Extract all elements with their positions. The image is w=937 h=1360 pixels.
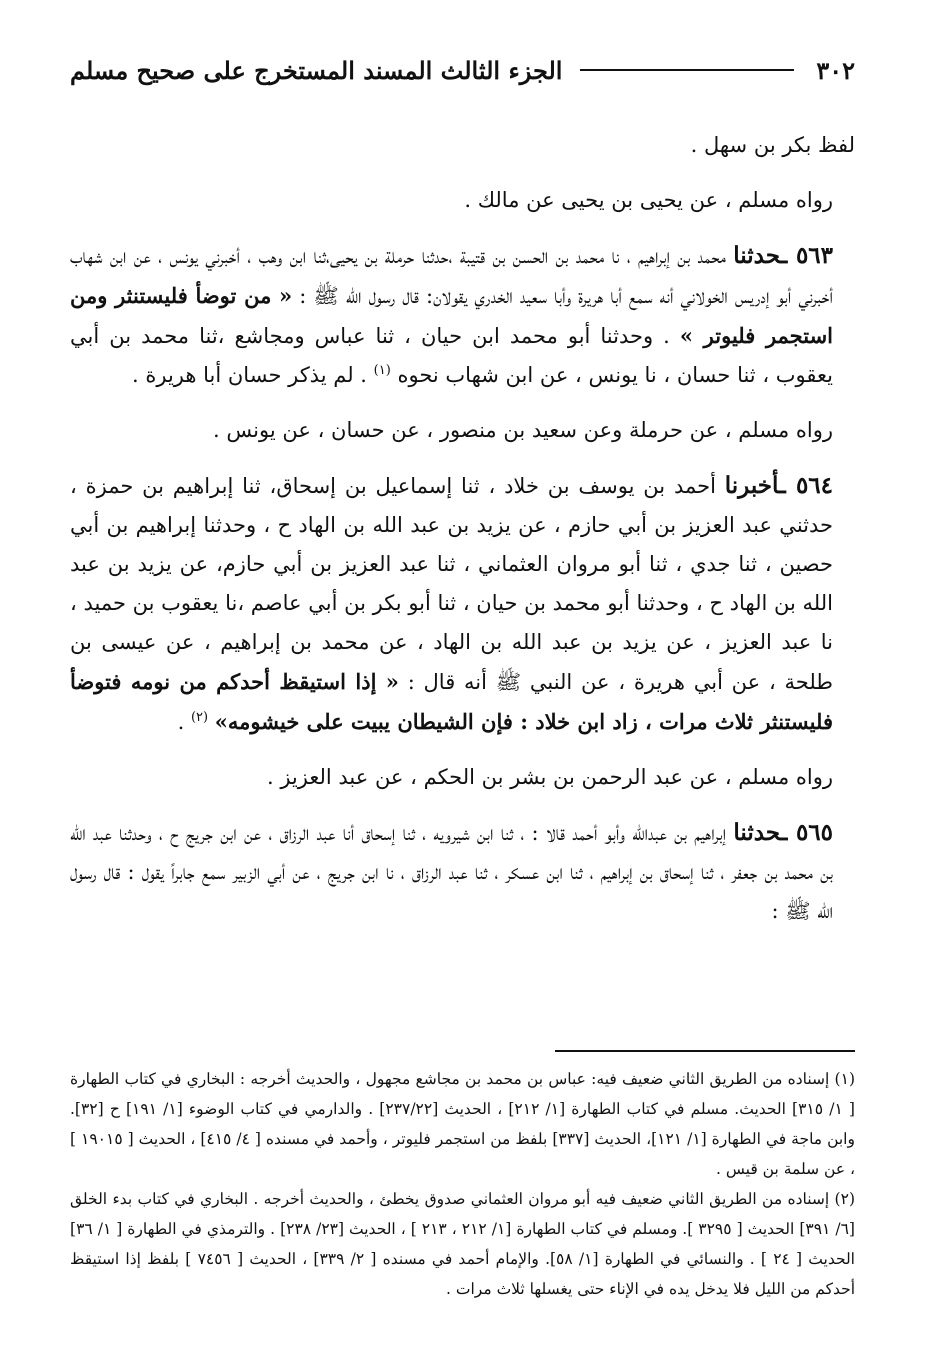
footnote-1: (١) إسناده من الطريق الثاني ضعيف فيه: عباس بن محمد بن مجاشع مجهول ، والحديث أخرجه : البخاري في كتاب الطهارة [ ١/ ٣١٥] الحديث. مسلم في كتاب الطهارة [١/ ٢١٢] ، الحديث [٢٣٧/٢٢] . والدارمي في كتاب الوضوء [١/ ١٩١] ح [٣٢]. وابن ماجة في الطهارة [١/ ١٢١]، الحديث [٣٣٧] بلفظ من استجمر فليوتر ، وأحمد في مسنده [ ٤/ ٤١٥] ، الحديث [ ١٩٠١٥ ] ، عن سلمة بن قيس . xyxy=(70,1070,855,1178)
hadith-keyword: حدثنا xyxy=(733,242,781,269)
main-text xyxy=(70,126,855,947)
hadith-keyword: حدثنا xyxy=(733,819,781,846)
page-header xyxy=(70,50,855,90)
page-number: ٣٠٢ xyxy=(816,55,855,85)
footnote-separator xyxy=(555,1050,855,1052)
paragraph-riwaya-564: رواه مسلم ، عن عبد الرحمن بن بشر بن الحكم ، عن عبد العزيز . xyxy=(266,765,833,789)
hadith-text: . لم يذكر حسان أبا هريرة . xyxy=(132,363,374,387)
footnote-ref: (٢) xyxy=(190,710,209,725)
paragraph-lafz: لفظ بكر بن سهل . xyxy=(690,133,855,157)
hadith-quote: « من توضأ فليستنثر ومن استجمر فليوتر » xyxy=(70,283,833,348)
hadith-number: ٥٦٤ ـ xyxy=(779,472,833,499)
hadith-text: أحمد بن يوسف بن خلاد ، ثنا إسماعيل بن إسحاق، ثنا إبراهيم بن حمزة ، حدثني عبد العزيز بن أبي حازم ، عن يزيد بن عبد الله بن الهاد ح ، وحدثنا إبراهيم بن أبي حصين ، ثنا جدي ، ثنا أبو مروان العثماني ، ثنا عبد العزيز بن أبي حازم، عن يزيد بن عبد الله بن الهاد ح ، وحدثنا أبو محمد بن حيان ، ثنا أبو بكر بن أبي عاصم ،نا يعقوب بن حميد ، نا عبد العزيز ، عن يزيد بن عبد الله بن الهاد ، عن محمد بن إبراهيم ، عن عيسى بن طلحة ، عن أبي هريرة ، عن النبي ﷺ أنه قال : xyxy=(70,474,833,694)
hadith-text: إبراهيم بن عبدالله وأبو أحمد قالا : ، ثنا ابن شيرويه ، ثنا إسحاق أنا عبد الرزاق ، عن ابن جريج ح ، وحدثنا عبد الله بن محمد بن جعفر ، ثنا إسحاق بن إبراهيم ، ثنا ابن عسكر ، ثنا عبد الرزاق ، نا ابن جريج ، عن أبي الزبير سمع جابراً يقول : قال رسول الله ﷺ : xyxy=(70,821,833,923)
hadith-text: . وحدثنا أبو محمد ابن حيان ، ثنا عباس ومجاشع ،ثنا محمد بن أبي يعقوب ، ثنا حسان ، نا يونس ، عن ابن شهاب نحوه xyxy=(70,324,833,387)
paragraph-riwaya-1: رواه مسلم ، عن يحيى بن يحيى عن مالك . xyxy=(464,188,833,212)
hadith-keyword: أخبرنا xyxy=(724,472,780,499)
book-page xyxy=(70,30,855,1350)
hadith-text: . xyxy=(177,710,191,734)
hadith-564 xyxy=(70,466,855,742)
hadith-563 xyxy=(70,236,855,395)
hadith-quote: « إذا استيقظ أحدكم من نومه فتوضأ فليستنثر ثلاث مرات ، زاد ابن خلاد : فإن الشيطان يبيت على خيشومه» xyxy=(70,669,833,734)
hadith-text: محمد بن إبراهيم ، نا محمد بن الحسن بن قتيبة ،حدثنا حرملة بن يحيى،ثنا ابن وهب ، أخبرني يونس ، عن ابن شهاب أخبرني أبو إدريس الخولاني أنه سمع أبا هريرة وأبا سعيد الخدري يقولان: قال رسول الله ﷺ : xyxy=(70,244,834,308)
paragraph-riwaya-563: رواه مسلم ، عن حرملة وعن سعيد بن منصور ، عن حسان ، عن يونس . xyxy=(213,418,833,442)
footnotes xyxy=(70,1064,855,1304)
hadith-number: ٥٦٣ ـ xyxy=(780,242,833,269)
footnote-ref: (١) xyxy=(373,363,391,378)
running-title: الجزء الثالث المسند المستخرج على صحيح مسلم xyxy=(70,55,563,85)
hadith-565 xyxy=(70,813,855,931)
header-rule xyxy=(580,69,794,71)
hadith-number: ٥٦٥ ـ xyxy=(780,819,833,846)
footnote-2: (٢) إسناده من الطريق الثاني ضعيف فيه أبو مروان العثماني صدوق يخطئ ، والحديث أخرجه . البخاري في كتاب بدء الخلق [٦/ ٣٩١] الحديث [ ٣٢٩٥ ]. ومسلم في كتاب الطهارة [١/ ٢١٢ ، ٢١٣ ] ، الحديث [٢٣/ ٢٣٨] . والترمذي في الطهارة [ ١/ ٣٦] الحديث [ ٢٤ ] . والنسائي في الطهارة [١/ ٥٨]. والإمام أحمد في مسنده [ ٢/ ٣٣٩] ، الحديث [ ٧٤٥٦ ] بلفظ إذا استيقظ أحدكم من الليل فلا يدخل يده في الإناء حتى يغسلها ثلاث مرات . xyxy=(70,1190,855,1298)
